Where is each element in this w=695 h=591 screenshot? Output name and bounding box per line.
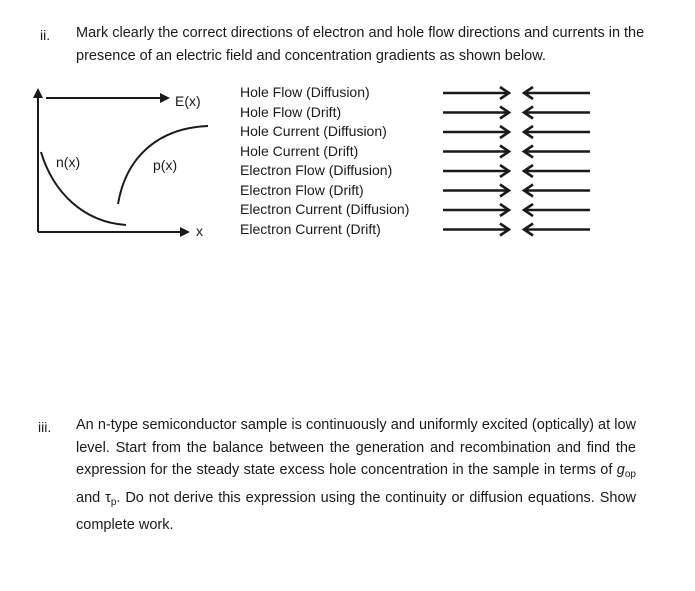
field-label: E(x) [175,93,201,109]
question-iii-text [76,414,636,537]
left-arrow-icon[interactable] [524,146,590,158]
n-label: n(x) [56,154,81,170]
flow-item: Electron Flow (Drift) [240,181,364,198]
flow-item: Electron Flow (Diffusion) [240,162,393,178]
right-arrow-icon[interactable] [443,165,509,177]
carrier-diagram [28,82,223,242]
left-arrow-icon[interactable] [524,87,590,99]
question-ii-number: ii. [40,27,51,43]
g-subscript: op [624,469,636,480]
flow-item: Hole Flow (Diffusion) [240,84,370,100]
right-arrow-icon[interactable] [443,204,509,216]
right-arrow-icon[interactable] [443,224,509,236]
x-label: x [196,223,203,239]
g-symbol: g [616,462,625,478]
left-arrow-icon[interactable] [524,126,590,138]
left-arrow-icon[interactable] [524,224,590,236]
left-arrow-icon[interactable] [524,204,590,216]
flow-item: Hole Current (Drift) [240,142,359,159]
question-iii-text-before: An n-type semiconductor sample is continuously and uniformly excited (optically) at low level. Start from the balance between the generation and recombination and find the expression for the steady state excess hole concentration in the sample in terms of [76,417,636,478]
left-arrow-icon[interactable] [524,165,590,177]
question-ii-text: Mark clearly the correct directions of electron and hole flow directions and currents in the presence of an electric field and concentration gradients as shown below. [76,25,645,64]
right-arrow-icon[interactable] [443,146,509,158]
right-arrow-icon[interactable] [443,87,509,99]
flow-item: Hole Flow (Drift) [240,103,342,120]
flow-item: Hole Current (Diffusion) [240,123,387,139]
left-arrow-icon[interactable] [524,185,590,197]
question-iii-number: iii. [38,419,52,435]
question-iii-text-after: . Do not derive this expression using the continuity or diffusion equations. Show complete work. [76,489,636,533]
flow-item: Electron Current (Diffusion) [240,201,410,217]
tau-subscript: p [110,496,117,508]
and-word: and [76,489,106,506]
tau-symbol: τ [105,489,111,506]
direction-arrows [440,83,600,243]
n-curve [41,152,126,225]
flow-list [240,83,409,239]
left-arrow-icon[interactable] [524,107,590,119]
p-label: p(x) [153,157,178,173]
right-arrow-icon[interactable] [443,185,509,197]
right-arrow-icon[interactable] [443,126,509,138]
flow-item: Electron Current (Drift) [240,220,381,237]
right-arrow-icon[interactable] [443,107,509,119]
